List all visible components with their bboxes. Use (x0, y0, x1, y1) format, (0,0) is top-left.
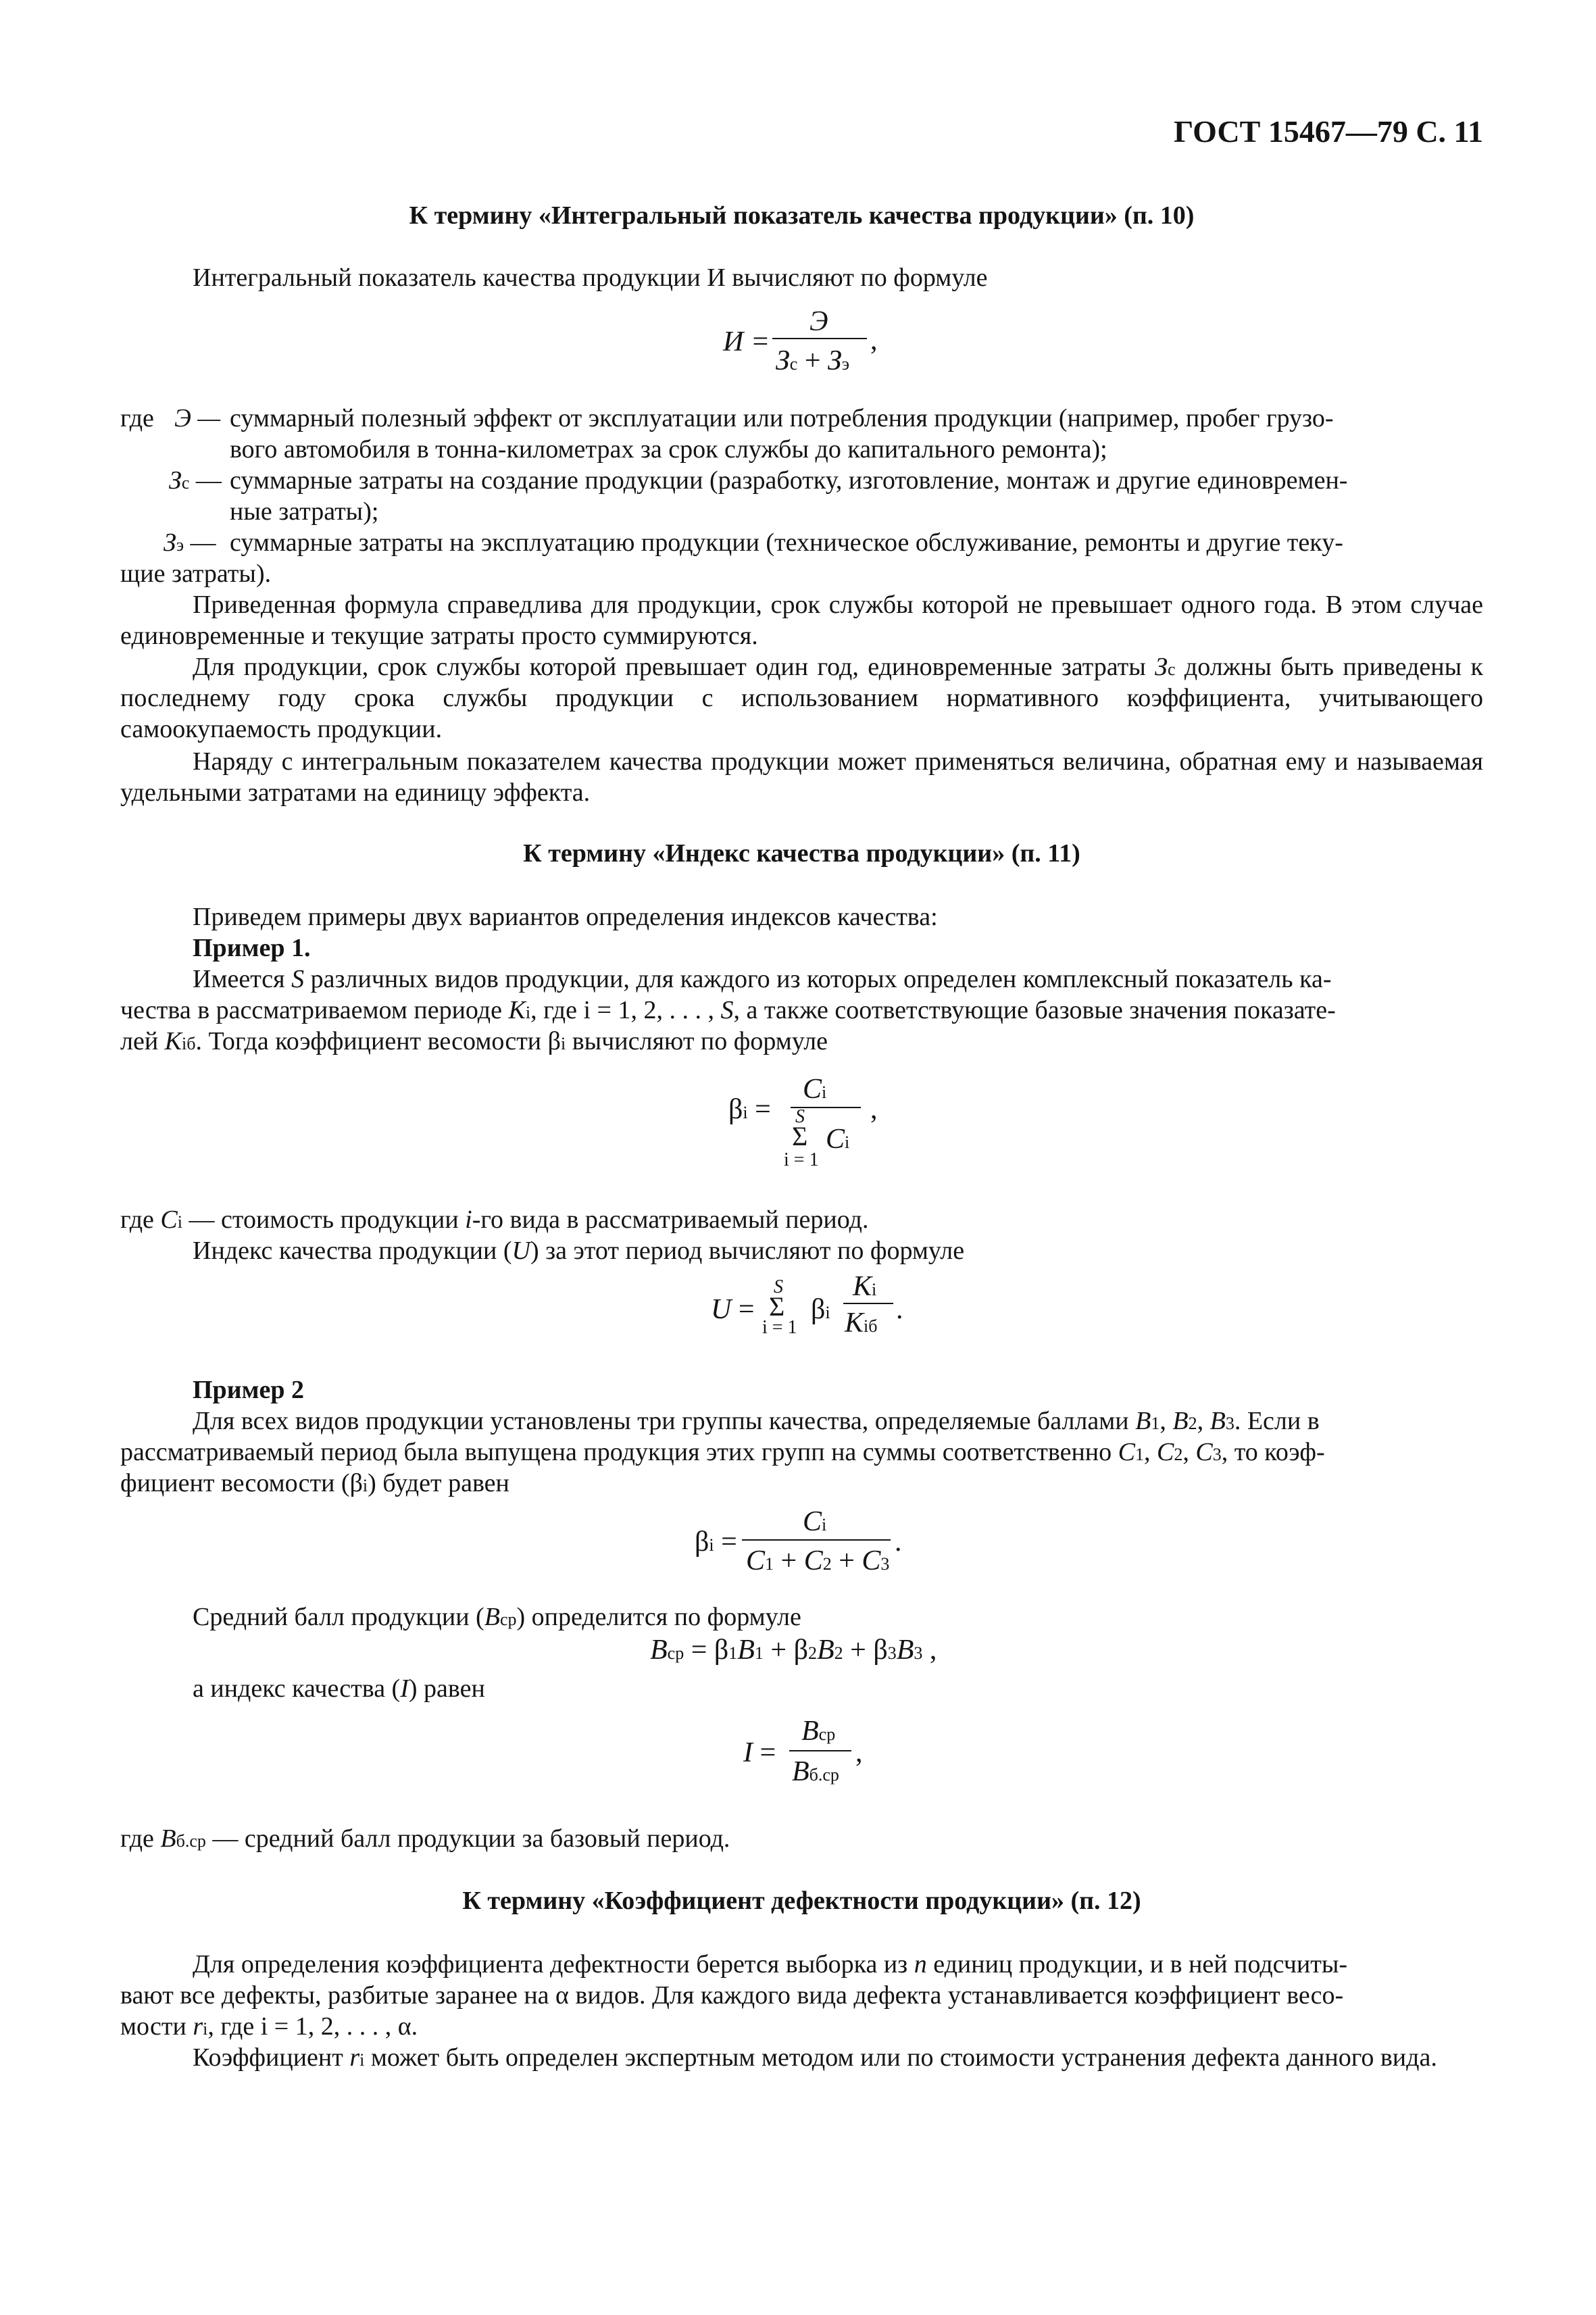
formula-trail: . (895, 1526, 902, 1558)
sigma-symbol: Σ (769, 1291, 785, 1322)
sum-lower: i = 1 (784, 1149, 819, 1170)
example-label: Пример 1. (193, 934, 311, 962)
paragraph: Имеется S различных видов продукции, для каждого из которых определен комплексный показатель ка- (193, 965, 1332, 993)
definition-cont: вого автомобиля в тонна-километрах за срок службы до капитального ремонта); (230, 435, 1107, 464)
paragraph: Для продукции, срок службы которой превышает один год, единовременные затраты Зс должны быть приведены к последнему году срока службы продукции с использованием нормативного коэффициента, учитывающего самоокупаемость продукции. (120, 653, 1483, 743)
paragraph-line: чества в рассматриваемом периоде Ki, где i = 1, 2, . . . , S, а также соответствующие базовые значения показате- (120, 996, 1336, 1024)
paragraph-line: фициент весомости (βi) будет равен (120, 1469, 509, 1497)
sum-lower: i = 1 (762, 1317, 797, 1338)
sum-upper: S (795, 1106, 805, 1127)
definition-text: суммарные затраты на создание продукции (разработку, изготовление, монтаж и другие единовремен- (230, 466, 1348, 495)
beta-factor: βi (811, 1294, 830, 1325)
formula-trail: , (870, 1094, 878, 1125)
formula-lhs: U = (711, 1294, 755, 1325)
formula-trail: . (896, 1294, 903, 1325)
formula-denominator: Kiб (845, 1308, 878, 1339)
formula-numerator: Bср (801, 1716, 836, 1747)
paragraph: Интегральный показатель качества продукции И вычисляют по формуле (193, 264, 988, 292)
paragraph: Приведенная формула справедлива для продукции, срок службы которой не превышает одного года. В этом случае единовременные и текущие затраты просто суммируются. (120, 591, 1483, 650)
formula-lhs: βi = (728, 1094, 771, 1125)
term-ze: Зэ — (164, 528, 216, 557)
fraction-line (742, 1539, 891, 1541)
formula-trail: , (855, 1737, 863, 1768)
paragraph: Наряду с интегральным показателем качества продукции может применяться величина, обратная ему и называемая удельными затратами на единицу эффекта. (120, 747, 1483, 807)
formula-numerator: Э (809, 306, 828, 337)
where-line: где Ci — стоимость продукции i-го вида в рассматриваемый период. (120, 1205, 869, 1234)
section-heading: К термину «Коэффициент дефектности продукции» (п. 12) (462, 1887, 1141, 1915)
section-heading: К термину «Интегральный показатель качества продукции» (п. 10) (409, 201, 1195, 230)
formula-lhs: βi = (695, 1526, 737, 1558)
section-heading: К термину «Индекс качества продукции» (п. 11) (523, 839, 1080, 868)
formula-line: Bср = β1B1 + β2B2 + β3B3 , (650, 1635, 937, 1666)
definition-cont: щие затраты). (120, 559, 272, 588)
formula-denominator: Bб.ср (792, 1756, 839, 1787)
formula-denominator: Зс + Зэ (776, 345, 849, 376)
formula-lhs: I = (743, 1737, 776, 1768)
definition-text: суммарный полезный эффект от эксплуатации или потребления продукции (например, пробег грузо- (230, 404, 1334, 432)
paragraph: а индекс качества (I) равен (193, 1674, 485, 1703)
formula-denominator: Ci (826, 1124, 850, 1155)
sigma-symbol: Σ (792, 1121, 808, 1151)
formula-numerator: Ki (853, 1271, 877, 1302)
formula-denominator: C1 + C2 + C3 (746, 1545, 890, 1576)
paragraph-line: вают все дефекты, разбитые заранее на α видов. Для каждого вида дефекта устанавливается коэффициент весо- (120, 1981, 1344, 2010)
formula-numerator: Ci (803, 1074, 827, 1105)
example-label: Пример 2 (193, 1376, 304, 1404)
paragraph-line: Для определения коэффициента дефектности берется выборка из n единиц продукции, и в ней подсчиты- (193, 1950, 1348, 1978)
fraction-line (789, 1750, 851, 1751)
formula-lhs: И = (723, 326, 770, 357)
fraction-line (843, 1303, 893, 1304)
paragraph-line: рассматриваемый период была выпущена продукция этих групп на суммы соответственно C1, C2, C3, то коэф- (120, 1438, 1325, 1466)
paragraph: Индекс качества продукции (U) за этот период вычисляют по формуле (193, 1237, 965, 1265)
definition-cont: ные затраты); (230, 497, 379, 526)
where-line: где Bб.ср — средний балл продукции за базовый период. (120, 1824, 730, 1853)
definition-text: суммарные затраты на эксплуатацию продукции (техническое обслуживание, ремонты и другие теку- (230, 528, 1343, 557)
term-e: Э — (174, 404, 221, 432)
paragraph-line: лей Kiб. Тогда коэффициент весомости βi вычисляют по формуле (120, 1027, 828, 1055)
paragraph: Средний балл продукции (Bср) определится по формуле (193, 1603, 801, 1631)
page-header: ГОСТ 15467—79 С. 11 (1173, 114, 1483, 149)
paragraph-line: мости ri, где i = 1, 2, . . . , α. (120, 2012, 418, 2041)
fraction-line (772, 338, 867, 339)
paragraph-line: Для всех видов продукции установлены три группы качества, определяемые баллами B1, B2, B3. Если в (193, 1407, 1320, 1435)
paragraph: Приведем примеры двух вариантов определения индексов качества: (193, 903, 938, 931)
term-zc: Зс — (169, 466, 222, 495)
paragraph: Коэффициент ri может быть определен экспертным методом или по стоимости устранения дефекта данного вида. (193, 2043, 1437, 2072)
where-label: где (120, 404, 154, 432)
formula-trail: , (870, 325, 878, 356)
sum-upper: S (774, 1276, 783, 1297)
formula-numerator: Ci (803, 1506, 827, 1537)
